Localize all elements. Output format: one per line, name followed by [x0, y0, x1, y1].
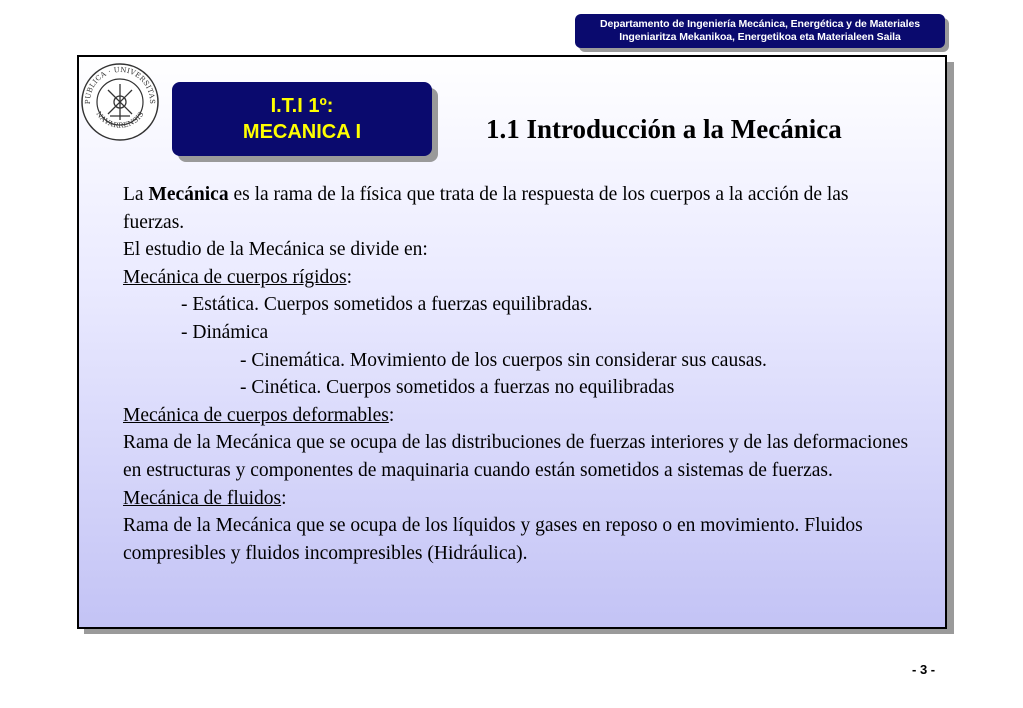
slide-content	[123, 181, 913, 567]
department-name-eu: Ingeniaritza Mekanikoa, Energetikoa eta Materialeen Saila	[619, 31, 901, 43]
fluids-description: Rama de la Mecánica que se ocupa de los líquidos y gases en reposo o en movimiento. Fluidos compresibles y fluidos incompresibles (Hidráulica).	[123, 515, 863, 564]
rigid-bodies-heading: Mecánica de cuerpos rígidos:	[123, 266, 353, 288]
slide-title: 1.1 Introducción a la Mecánica	[486, 114, 842, 144]
svg-text:PUBLICA · UNIVERSITAS: PUBLICA · UNIVERSITAS	[83, 65, 157, 105]
statics-item: - Estática. Cuerpos sometidos a fuerzas equilibradas.	[181, 294, 593, 316]
department-name-es: Departamento de Ingeniería Mecánica, Energética y de Materiales	[600, 18, 920, 30]
svg-text:NAVARRENSIS: NAVARRENSIS	[94, 110, 146, 130]
intro-paragraph: La Mecánica es la rama de la física que trata de la respuesta de los cuerpos a la acción de las fuerzas.	[123, 184, 849, 233]
page-number: - 3 -	[912, 662, 936, 677]
dynamics-item: - Dinámica	[181, 321, 269, 343]
fluids-heading: Mecánica de fluidos:	[123, 487, 287, 509]
university-seal-logo	[80, 62, 160, 142]
course-title-box	[172, 82, 432, 156]
kinematics-item: - Cinemática. Movimiento de los cuerpos sin considerar sus causas.	[240, 349, 767, 371]
deformable-bodies-description: Rama de la Mecánica que se ocupa de las distribuciones de fuerzas interiores y de las deformaciones en estructuras y componentes de maquinaria cuando están sometidos a sistemas de fuerzas.	[123, 432, 909, 481]
mechanics-term: Mecánica	[148, 184, 229, 205]
kinetics-item: - Cinética. Cuerpos sometidos a fuerzas no equilibradas	[240, 377, 675, 399]
course-level: I.T.I 1º:	[270, 95, 334, 117]
course-name: MECANICA I	[242, 121, 362, 143]
deformable-bodies-heading: Mecánica de cuerpos deformables:	[123, 404, 395, 426]
divide-line: El estudio de la Mecánica se divide en:	[123, 239, 428, 261]
department-banner	[575, 14, 945, 48]
